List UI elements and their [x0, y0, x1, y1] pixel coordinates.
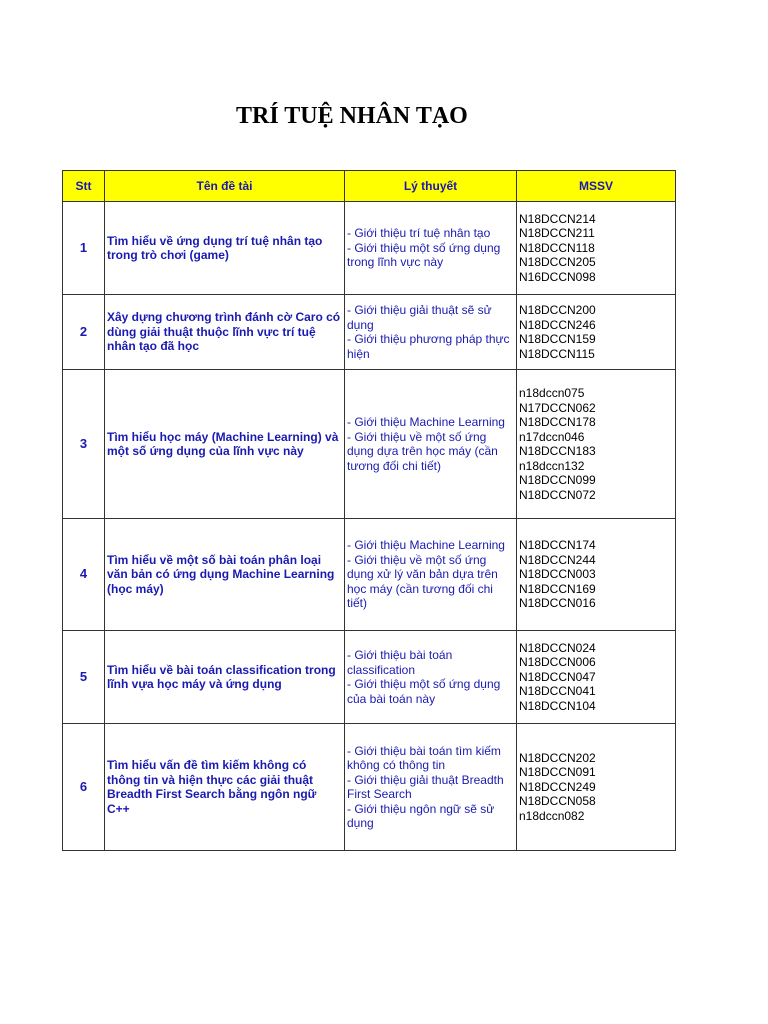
- row-topic: Tìm hiểu về bài toán classification trong lĩnh vựa học máy và ứng dụng: [105, 631, 345, 724]
- row-stt: 5: [63, 631, 105, 724]
- row-topic: Tìm hiểu về một số bài toán phân loại văn bản có ứng dụng Machine Learning (học máy): [105, 519, 345, 631]
- table-row: [63, 370, 676, 519]
- student-id: n17dccn046: [519, 429, 585, 444]
- row-mssv: [517, 202, 676, 295]
- theory-line: - Giới thiệu trí tuệ nhân tạo: [347, 226, 491, 241]
- student-id: N18DCCN099: [519, 473, 596, 487]
- row-mssv: [517, 370, 676, 519]
- table-row: [63, 295, 676, 370]
- student-id: N18DCCN006: [519, 655, 596, 670]
- theory-line: - Giới thiệu một số ứng dụng trong lĩnh vực này: [347, 240, 501, 270]
- student-id: N18DCCN058: [519, 794, 596, 809]
- student-id: N18DCCN016: [519, 596, 596, 611]
- theory-line: - Giới thiệu ngôn ngữ sẽ sử dụng: [347, 801, 495, 830]
- theory-line: - Giới thiệu Machine Learning: [347, 415, 505, 429]
- theory-line: - Giới thiệu bài toán tìm kiếm không có thông tin: [347, 743, 501, 772]
- row-theory: [345, 519, 517, 631]
- student-id: N18DCCN211: [519, 226, 595, 241]
- row-mssv: [517, 631, 676, 724]
- student-id: N18DCCN249: [519, 779, 596, 794]
- row-theory: [345, 295, 517, 370]
- student-id: N18DCCN169: [519, 581, 596, 596]
- row-topic: Tìm hiểu vấn đề tìm kiếm không có thông tin và hiện thực các giải thuật Breadth First Search bằng ngôn ngữ C++: [105, 724, 345, 851]
- row-topic: Tìm hiểu học máy (Machine Learning) và một số ứng dụng của lĩnh vực này: [105, 370, 345, 519]
- student-id: N18DCCN183: [519, 444, 596, 458]
- row-mssv: [517, 295, 676, 370]
- student-id: N18DCCN047: [519, 669, 596, 684]
- theory-line: - Giới thiệu một số ứng dụng của bài toán này: [347, 677, 501, 706]
- header-theory: Lý thuyết: [345, 171, 517, 202]
- page-title: TRÍ TUỆ NHÂN TẠO: [236, 103, 468, 129]
- student-id: N18DCCN024: [519, 640, 596, 655]
- theory-line: - Giới thiệu giải thuật sẽ sử dụng: [347, 303, 492, 332]
- student-id: N18DCCN214: [519, 211, 596, 226]
- row-stt: 3: [63, 370, 105, 519]
- theory-line: - Giới thiệu phương pháp thực hiện: [347, 332, 510, 361]
- student-id: N18DCCN003: [519, 567, 596, 582]
- student-id: N16DCCN098: [519, 269, 596, 284]
- row-mssv: [517, 519, 676, 631]
- theory-line: - Giới thiệu Machine Learning: [347, 538, 505, 553]
- student-id: N18DCCN072: [519, 487, 596, 502]
- student-id: N18DCCN118: [519, 240, 595, 255]
- header-mssv: MSSV: [517, 171, 676, 202]
- row-stt: 4: [63, 519, 105, 631]
- theory-line: - Giới thiệu giải thuật Breadth First Search: [347, 772, 504, 801]
- student-id: N18DCCN115: [519, 346, 595, 361]
- student-id: N18DCCN041: [519, 684, 596, 699]
- student-id: n18dccn075: [519, 386, 585, 400]
- student-id: n18dccn132: [519, 458, 585, 473]
- theory-line: - Giới thiệu về một số ứng dụng dựa trên học máy (cần tương đối chi tiết): [347, 429, 498, 473]
- theory-line: - Giới thiệu về một số ứng dụng xử lý văn bản dựa trên học máy (cần tương đối chi tiết): [347, 552, 498, 611]
- student-id: N18DCCN246: [519, 317, 596, 332]
- topics-table: [62, 170, 676, 851]
- student-id: N18DCCN159: [519, 332, 596, 346]
- row-topic: Xây dựng chương trình đánh cờ Caro có dùng giải thuật thuộc lĩnh vực trí tuệ nhân tạo đã học: [105, 295, 345, 370]
- student-id: N18DCCN091: [519, 765, 596, 780]
- table-header-row: [63, 171, 676, 202]
- table-row: [63, 519, 676, 631]
- row-theory: [345, 370, 517, 519]
- row-stt: 6: [63, 724, 105, 851]
- row-stt: 2: [63, 295, 105, 370]
- student-id: n18dccn082: [519, 808, 585, 823]
- student-id: N18DCCN200: [519, 303, 596, 317]
- student-id: N18DCCN178: [519, 415, 596, 429]
- theory-line: - Giới thiệu bài toán classification: [347, 648, 453, 677]
- student-id: N18DCCN202: [519, 750, 596, 765]
- row-theory: [345, 202, 517, 295]
- row-theory: [345, 631, 517, 724]
- student-id: N18DCCN205: [519, 255, 596, 270]
- row-theory: [345, 724, 517, 851]
- student-id: N18DCCN244: [519, 552, 596, 567]
- header-stt: Stt: [63, 171, 105, 202]
- header-topic: Tên đề tài: [105, 171, 345, 202]
- row-stt: 1: [63, 202, 105, 295]
- table-row: [63, 631, 676, 724]
- table-row: [63, 724, 676, 851]
- row-mssv: [517, 724, 676, 851]
- student-id: N18DCCN174: [519, 538, 596, 553]
- row-topic: Tìm hiểu về ứng dụng trí tuệ nhân tạo trong trò chơi (game): [105, 202, 345, 295]
- student-id: N18DCCN104: [519, 698, 596, 713]
- table-row: [63, 202, 676, 295]
- student-id: N17DCCN062: [519, 400, 596, 415]
